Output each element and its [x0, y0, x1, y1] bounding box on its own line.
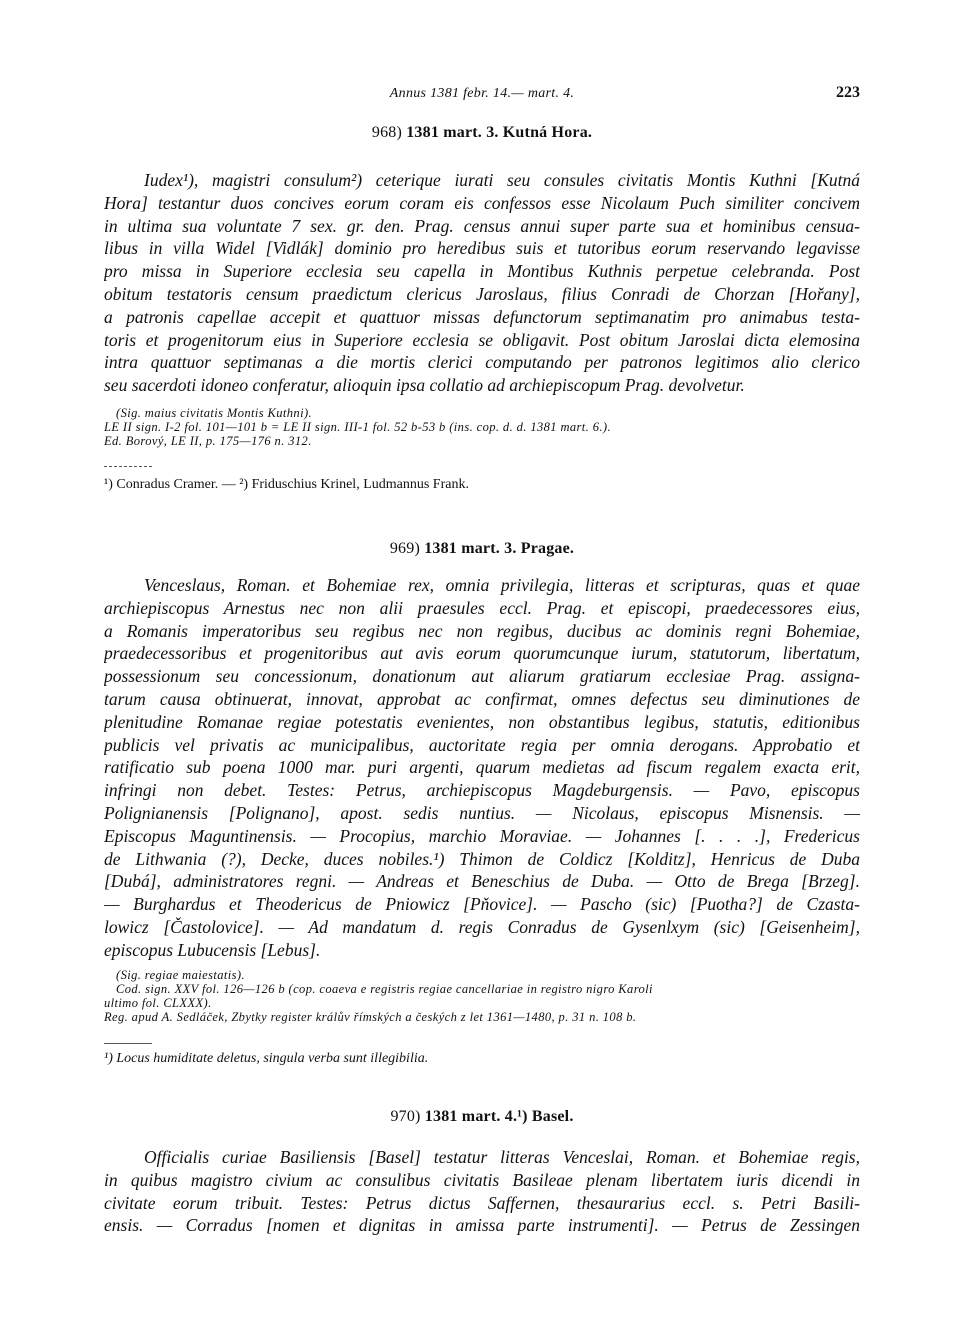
- text-line: ratificatio sub poena 1000 mar. puri argenti, quarum medietas ad fiscum regalem exacta erit,: [104, 757, 860, 778]
- footnote-rule: [104, 1043, 152, 1044]
- text-line: Officialis curiae Basiliensis [Basel] testatur litteras Venceslai, Roman. et Bohemiae regis,: [144, 1147, 860, 1167]
- text-line: Iudex¹), magistri consulum²) ceterique iurati seu consules civitatis Montis Kuthni [Kutná: [144, 170, 860, 190]
- doc-968-regest: [104, 169, 860, 397]
- source-line: LE II sign. I-2 fol. 101—101 b = LE II sign. III-1 fol. 52 b-53 b (ins. cop. d. d. 1381 mart. 6.).: [104, 420, 611, 434]
- source-line: ultimo fol. CLXXX).: [104, 996, 212, 1010]
- text-line: seu sacerdoti idoneo conferatur, alioquin ipsa collatio ad archiepiscopum Prag. devolvetur.: [104, 375, 745, 396]
- source-line: Ed. Borový, LE II, p. 175—176 n. 312.: [104, 434, 312, 448]
- doc-970-number: 970): [390, 1108, 421, 1125]
- doc-970-date: 1381 mart. 4.¹) Basel.: [424, 1108, 574, 1125]
- source-line: (Sig. regiae maiestatis).: [116, 968, 245, 982]
- text-line: [Dubá], administratores regni. — Andreas et Beneschius de Duba. — Otto de Brega [Brzeg].: [104, 871, 860, 892]
- text-line: possessionum seu concessionum, donationum aut aliarum gratiarum ecclesiae Prag. assigna-: [104, 666, 860, 687]
- text-line: publicis vel privatis ac municipalibus, auctoritate regia per omnia derogans. Approbatio et: [104, 734, 860, 755]
- text-line: episcopus Lubucensis [Lebus].: [104, 939, 321, 960]
- text-line: intra quattuor septimanas a die mortis clerici computando per patronos legitimos alio clerico: [104, 352, 860, 373]
- doc-969-number: 969): [389, 540, 420, 557]
- text-line: Episcopus Maguntinensis. — Procopius, marchio Moraviae. — Johannes [. . . .], Fredericus: [104, 825, 860, 846]
- text-line: Venceslaus, Roman. et Bohemiae rex, omnia privilegia, litteras et scripturas, quas et quae: [144, 575, 860, 595]
- text-line: Hora] testantur duos concives eorum coram eis confessos esse Nicolaum Puch similiter concivem: [104, 192, 860, 213]
- doc-970-heading: [104, 1108, 860, 1126]
- doc-968-sources: [104, 406, 860, 448]
- doc-968-number: 968): [371, 124, 403, 141]
- text-line: archiepiscopus Arnestus nec non alii praesules eccl. Prag. et episcopi, praedecessores eius,: [104, 597, 860, 618]
- text-line: plenitudine Romanae regiae potestatis evenientes, non obstantibus legibus, statutis, editionibus: [104, 711, 860, 732]
- doc-969-regest: [104, 574, 860, 962]
- doc-968-footnote: ¹) Conradus Cramer. — ²) Friduschius Krinel, Ludmannus Frank.: [104, 477, 469, 492]
- doc-970-regest: [104, 1146, 860, 1237]
- page-number: 223: [836, 84, 860, 101]
- doc-969-sources: [104, 968, 860, 1024]
- text-line: civitate eorum tribuit. Testes: Petrus dictus Saffernen, thesaurarius eccl. s. Petri Basili-: [104, 1192, 860, 1213]
- doc-969-footnote: ¹) Locus humiditate deletus, singula verba sunt illegibilia.: [104, 1051, 429, 1066]
- text-line: in quibus magistro civium ac consulibus civitatis Basileae plenam libertatem iuris dicendi in: [104, 1169, 860, 1190]
- text-line: pro missa in Superiore ecclesia seu capella in Montibus Kuthnis perpetue celebranda. Post: [104, 261, 860, 282]
- source-line: Reg. apud A. Sedláček, Zbytky register králův římských a českých z let 1361—1480, p. 31 n. 108 b.: [104, 1010, 637, 1024]
- text-line: tarum causa obtinuerat, innovat, approbat ac confirmat, omnes defectus seu diminutiones de: [104, 688, 860, 709]
- text-line: Polignianensis [Polignano], apost. sedis nuntius. — Nicolaus, episcopus Misnensis. —: [104, 802, 860, 823]
- text-line: infringi non debet. Testes: Petrus, archiepiscopus Magdeburgensis. — Pavo, episcopus: [104, 780, 860, 801]
- text-line: a patronis capellae accepit et quattuor missas defunctorum septimanatim pro animabus testa-: [104, 306, 860, 327]
- text-line: — Burghardus et Theodericus de Pniowicz [Pňovice]. — Pascho (sic) [Puotha?] de Czasta-: [104, 894, 860, 915]
- doc-969-heading: [104, 540, 860, 558]
- text-line: obitum testatoris censum praedictum clericus Jaroslaus, filius Conradi de Chorzan [Hořany],: [104, 283, 860, 304]
- text-line: a Romanis imperatoribus seu regibus nec non regibus, ducibus ac dominis regni Bohemiae,: [104, 620, 860, 641]
- text-line: libus in villa Widel [Vidlák] dominio pro heredibus suis et tutoribus eorum reservando legavisse: [104, 238, 860, 259]
- doc-968-heading: [104, 124, 860, 142]
- source-line: (Sig. maius civitatis Montis Kuthni).: [116, 406, 313, 420]
- text-line: praedecessoribus et progenitoribus aut avis eorum quorumcunque iurum, statutorum, libertatum,: [104, 643, 860, 664]
- text-line: toris et progenitorum eius in Superiore ecclesia se obligavit. Post obitum Jaroslai dicta elemosina: [104, 329, 860, 350]
- text-line: lowicz [Častolovice]. — Ad mandatum d. regis Conradus de Gysenlxym (sic) [Geisenheim],: [104, 916, 860, 937]
- doc-968-date: 1381 mart. 3. Kutná Hora.: [406, 124, 593, 141]
- source-line: Cod. sign. XXV fol. 126—126 b (cop. coaeva e registris regiae cancellariae in registro nigro Karoli: [116, 982, 653, 996]
- running-head-title: Annus 1381 febr. 14.— mart. 4.: [389, 86, 575, 101]
- footnote-rule: [104, 466, 152, 467]
- running-head: [104, 86, 860, 108]
- doc-969-date: 1381 mart. 3. Pragae.: [424, 540, 575, 557]
- text-line: de Lithwania (?), Decke, duces nobiles.¹) Thimon de Coldicz [Kolditz], Henricus de Duba: [104, 848, 860, 869]
- text-line: in ultima sua voluntate 7 sex. gr. den. Prag. census annui super parte sua et hominibus censua-: [104, 215, 860, 236]
- text-line: ensis. — Corradus [nomen et dignitas in amissa parte instrumenti]. — Petrus de Zessingen: [104, 1215, 860, 1236]
